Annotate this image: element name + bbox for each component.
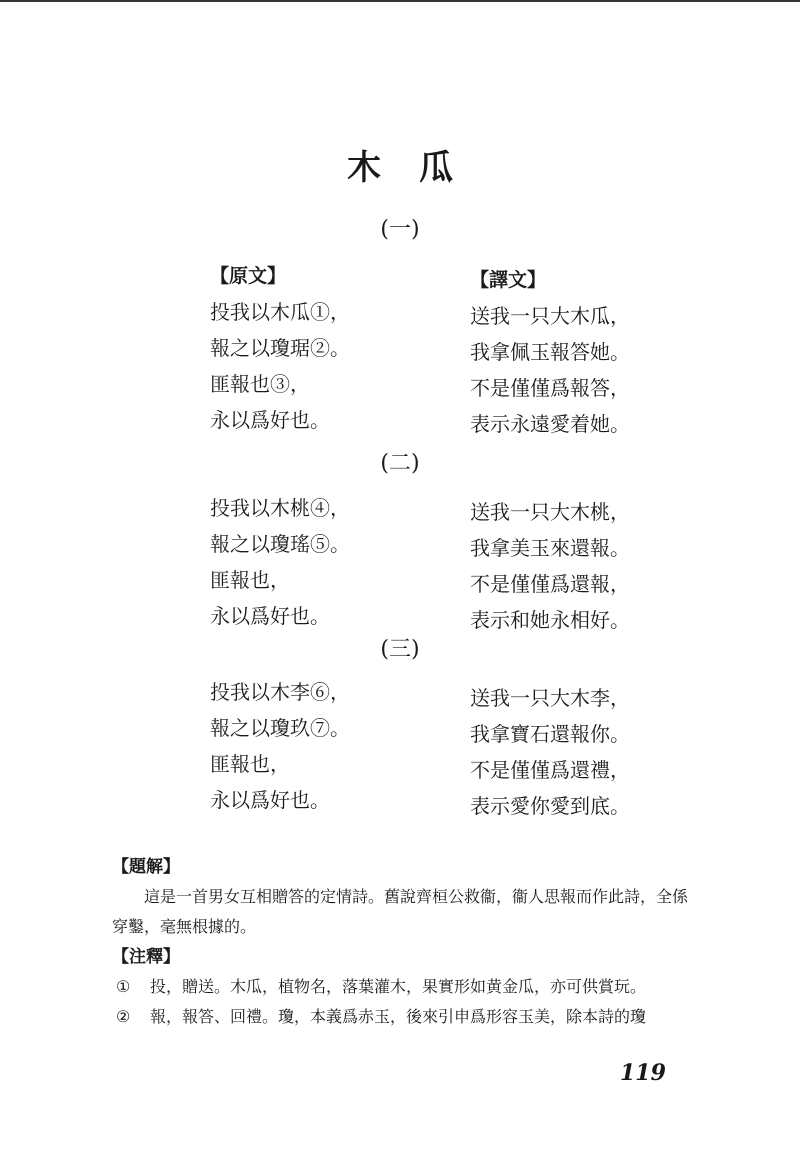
note-text: 投，贈送。木瓜，植物名，落葉灌木，果實形如黄金瓜，亦可供賞玩。 [150,977,647,996]
original-line: 匪報也， [210,752,290,776]
original-line: 匪報也， [210,568,290,592]
original-line: 投我以木桃④， [210,496,350,520]
translation-line: 我拿佩玉報答她。 [470,340,630,364]
section-1-label: (一) [380,217,420,242]
section-2-translation [470,494,630,638]
section-1-original [210,258,350,438]
note-number: ② [116,1007,131,1026]
original-line: 報之以瓊瑤⑤。 [210,532,350,556]
section-3-translation [470,680,630,824]
poem-title: 木瓜 [347,148,491,188]
original-line: 匪報也③， [210,372,310,396]
note-number: ① [116,977,131,996]
note-item [112,972,702,1002]
original-line: 永以爲好也。 [210,788,330,812]
translation-header: 【譯文】 [470,269,547,291]
tijie-text: 這是一首男女互相贈答的定情詩。舊說齊桓公救衞，衞人思報而作此詩，全係穿鑿，毫無根據的。 [112,887,689,936]
translation-line: 表示和她永相好。 [470,608,630,632]
translation-line: 送我一只大木瓜， [470,304,630,328]
page-number: 119 [620,1060,666,1086]
original-line: 報之以瓊琚②。 [210,336,350,360]
original-header: 【原文】 [210,265,287,287]
zhushi-header: 【注釋】 [112,947,180,967]
section-2-original [210,490,350,634]
original-line: 投我以木瓜①， [210,300,350,324]
note-text: 報，報答、回禮。瓊，本義爲赤玉，後來引申爲形容玉美，除本詩的瓊 [150,1007,647,1026]
translation-line: 我拿寶石還報你。 [470,722,630,746]
section-2-label: (二) [380,451,420,476]
section-1-translation [470,262,630,442]
top-border [0,0,800,2]
translation-line: 送我一只大木李， [470,686,630,710]
translation-line: 不是僅僅爲報答， [470,376,630,400]
original-line: 報之以瓊玖⑦。 [210,716,350,740]
translation-line: 不是僅僅爲還禮， [470,758,630,782]
section-3-label: (三) [380,637,420,662]
section-3-original [210,674,350,818]
original-line: 永以爲好也。 [210,604,330,628]
original-line: 永以爲好也。 [210,408,330,432]
translation-line: 我拿美玉來還報。 [470,536,630,560]
translation-line: 表示永遠愛着她。 [470,412,630,436]
translation-line: 不是僅僅爲還報， [470,572,630,596]
translation-line: 表示愛你愛到底。 [470,794,630,818]
original-line: 投我以木李⑥， [210,680,350,704]
translation-line: 送我一只大木桃， [470,500,630,524]
tijie-header: 【題解】 [112,857,180,877]
notes-block [112,852,702,1032]
note-item [112,1002,702,1032]
